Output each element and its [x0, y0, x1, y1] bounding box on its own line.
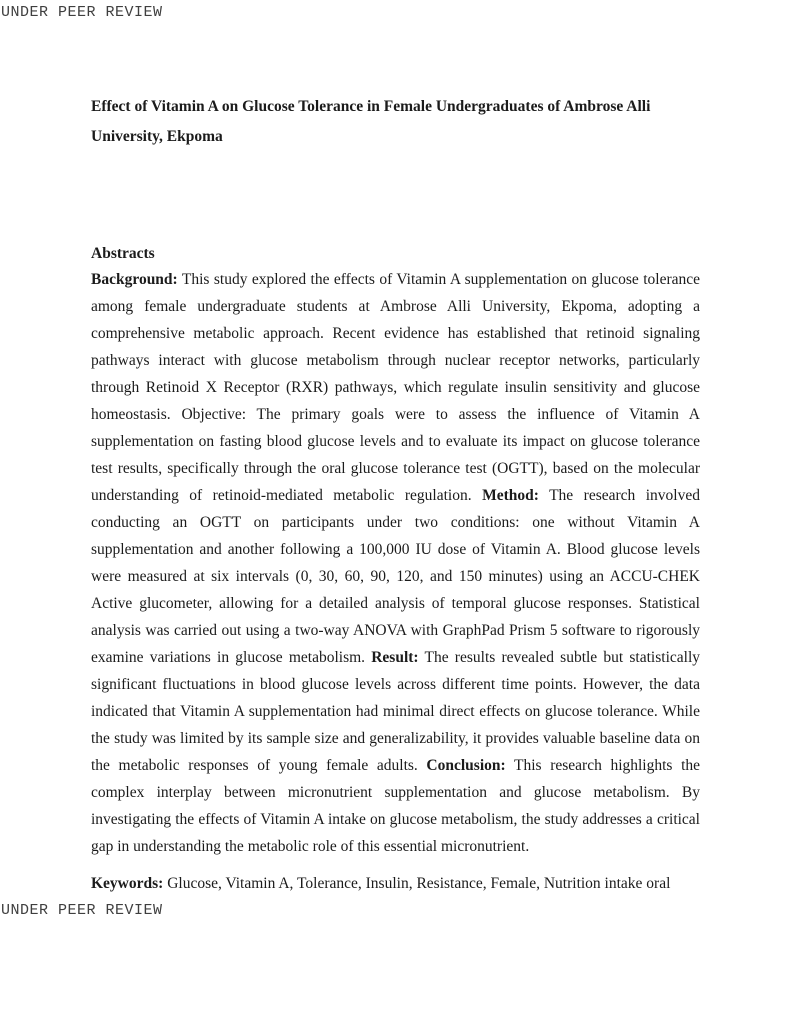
abstract-text-segment: This study explored the effects of Vitamin A supplementation on glucose tolerance among female undergraduate students at Ambrose Alli University, Ekpoma, adopting a comprehensive metabolic approach. Recent evidence has established that retinoid signaling pathways interact with glucose metabolism through nuclear receptor networks, particularly through Retinoid X Receptor (RXR) pathways, which regulate insulin sensitivity and glucose homeostasis. Objective: The primary goals were to assess the influence of Vitamin A supplementation on fasting blood glucose levels and to evaluate its impact on glucose tolerance test results, specifically through the oral glucose tolerance test (OGTT), based on the molecular understanding of retinoid-mediated metabolic regulation. [91, 271, 700, 504]
abstract-heading: Abstracts [91, 245, 155, 262]
abstract-text-segment: This research highlights the complex interplay between micronutrient supplementation and glucose metabolism. By investigating the effects of Vitamin A intake on glucose metabolism, the study addresses a critical gap in understanding the metabolic role of this essential micronutrient. [91, 757, 701, 855]
keywords-line [91, 870, 700, 897]
keywords-text: Glucose, Vitamin A, Tolerance, Insulin, Resistance, Female, Nutrition intake oral [163, 875, 671, 892]
watermark-under-peer-review-bottom: UNDER PEER REVIEW [1, 902, 163, 919]
abstract-section-label: Result: [371, 649, 419, 666]
abstract-text-segment: The results revealed subtle but statistically significant fluctuations in blood glucose levels across different time points. However, the data indicated that Vitamin A supplementation had minimal direct effects on glucose tolerance. While the study was limited by its sample size and generalizability, it provides valuable baseline data on the metabolic responses of young female adults. [91, 649, 700, 774]
abstract-text-segment: The research involved conducting an OGTT on participants under two conditions: one without Vitamin A supplementation and another following a 100,000 IU dose of Vitamin A. Blood glucose levels were measured at six intervals (0, 30, 60, 90, 120, and 150 minutes) using an ACCU-CHEK Active glucometer, allowing for a detailed analysis of temporal glucose responses. Statistical analysis was carried out using a two-way ANOVA with GraphPad Prism 5 software to rigorously examine variations in glucose metabolism. [91, 487, 700, 666]
abstract-paragraph [91, 266, 700, 860]
abstract-section-label: Method: [482, 487, 539, 504]
watermark-under-peer-review-top: UNDER PEER REVIEW [1, 4, 163, 21]
abstract-section-label: Conclusion: [426, 757, 506, 774]
abstract-section-label: Background: [91, 271, 178, 288]
keywords-label: Keywords: [91, 875, 164, 892]
paper-title: Effect of Vitamin A on Glucose Tolerance in Female Undergraduates of Ambrose Alli University, Ekpoma [91, 98, 651, 145]
